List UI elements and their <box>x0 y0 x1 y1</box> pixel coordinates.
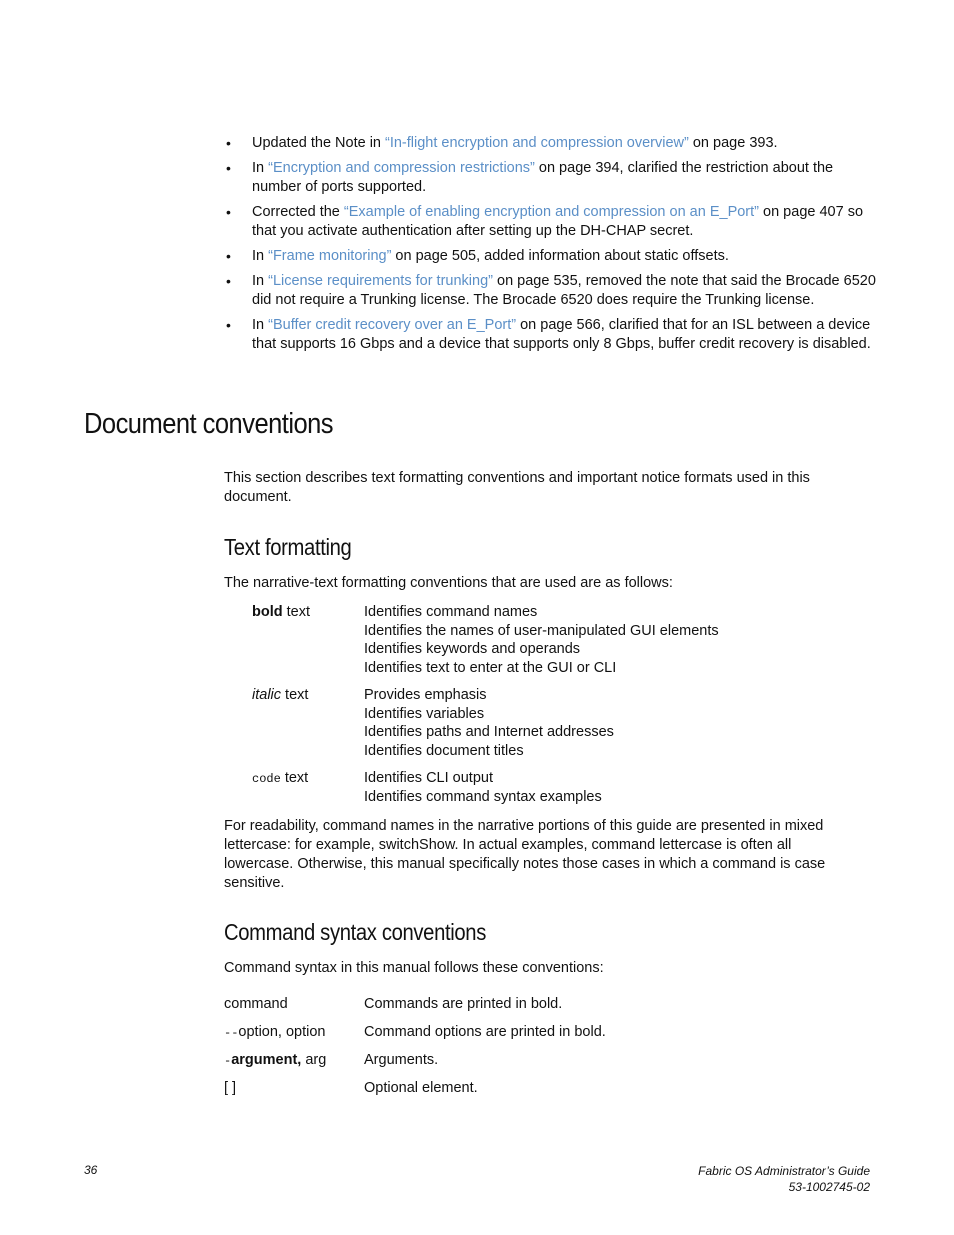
list-item-text: on page 393. <box>688 135 778 151</box>
convention-description <box>364 603 852 677</box>
list-item-text: Corrected the <box>252 204 344 220</box>
syntax-conventions-table <box>224 996 864 1108</box>
syntax-row <box>224 1080 864 1108</box>
description-line: Identifies variables <box>364 705 485 722</box>
list-item-text: In <box>252 273 269 289</box>
description-line: Identifies command syntax examples <box>364 788 602 805</box>
footer-doc-info <box>698 1163 870 1195</box>
description-line: Identifies text to enter at the GUI or CLI <box>364 659 617 676</box>
subsection-title-text-formatting: Text formatting <box>224 534 352 560</box>
syntax-description: Commands are printed in bold. <box>364 996 563 1012</box>
cross-reference-link[interactable]: “Example of enabling encryption and compression on an E_Port” <box>343 204 759 220</box>
description-line: Provides emphasis <box>364 687 487 703</box>
list-item-text: on page 535, removed the note that said the Brocade 6520 did not require a Trunking license. The Brocade 6520 does require the Trunking license. <box>252 273 876 308</box>
convention-row-italic <box>252 686 852 760</box>
section-intro: This section describes text formatting conventions and important notice formats used in this document. <box>224 470 810 505</box>
text-formatting-intro: The narrative-text formatting conventions that are used are as follows: <box>224 575 673 591</box>
list-item-text: Updated the Note in <box>252 135 386 151</box>
italic-sample: italic <box>252 687 282 703</box>
convention-description <box>364 769 852 806</box>
list-item <box>226 316 876 354</box>
description-line: Identifies CLI output <box>364 770 493 786</box>
convention-term <box>252 686 364 760</box>
syntax-term <box>224 996 364 1012</box>
list-item-text: In <box>252 160 269 176</box>
list-item-text: on page 407 so that you activate authentication after setting up the DH-CHAP secret. <box>252 204 864 239</box>
description-line: Identifies keywords and operands <box>364 641 581 657</box>
cross-reference-link[interactable]: “License requirements for trunking” <box>268 273 493 289</box>
syntax-row <box>224 1052 864 1080</box>
syntax-description: Optional element. <box>364 1080 478 1096</box>
convention-description <box>364 686 852 760</box>
bold-sample: bold <box>252 604 283 620</box>
option-prefix: -- <box>224 1026 239 1040</box>
syntax-description: Command options are printed in bold. <box>364 1024 606 1040</box>
list-item-text: on page 394, clarified the restriction about the number of ports supported. <box>252 160 834 195</box>
list-item-text: In <box>252 317 269 333</box>
description-line: Identifies paths and Internet addresses <box>364 724 614 740</box>
document-number: 53-1002745-02 <box>788 1180 870 1194</box>
syntax-term-text: [ ] <box>224 1080 237 1096</box>
syntax-term-text: option, option <box>238 1024 326 1040</box>
term-suffix: text <box>280 770 309 786</box>
syntax-description: Arguments. <box>364 1052 439 1068</box>
revision-list <box>226 134 876 360</box>
argument-bold: argument, <box>231 1052 302 1068</box>
section-title: Document conventions <box>84 408 334 440</box>
term-suffix: text <box>281 687 309 703</box>
list-item <box>226 159 876 197</box>
cross-reference-link[interactable]: “Frame monitoring” <box>268 248 392 264</box>
command-syntax-intro: Command syntax in this manual follows these conventions: <box>224 960 604 976</box>
cross-reference-link[interactable]: “Buffer credit recovery over an E_Port” <box>268 317 517 333</box>
description-line: Identifies the names of user-manipulated GUI elements <box>364 622 719 639</box>
list-item <box>226 247 876 266</box>
list-item-text: on page 566, clarified that for an ISL between a device that supports 16 Gbps and a device that supports only 8 Gbps, buffer credit recovery is disabled. <box>252 317 871 352</box>
readability-paragraph: For readability, command names in the narrative portions of this guide are presented in mixed lettercase: for example, switchShow. In actual examples, command lettercase is often all lowercase. Otherwise, this manual specifically notes those cases in which a command is case sensitive. <box>224 818 826 891</box>
syntax-term-text: arg <box>301 1052 327 1068</box>
bullet-icon: • <box>226 135 231 151</box>
convention-term <box>252 603 364 677</box>
bullet-icon: • <box>226 248 231 264</box>
syntax-term-text: command <box>224 996 288 1012</box>
description-line: Identifies document titles <box>364 742 524 759</box>
convention-row-bold <box>252 603 852 677</box>
cross-reference-link[interactable]: “Encryption and compression restrictions” <box>268 160 535 176</box>
syntax-term <box>224 1052 364 1068</box>
bullet-icon: • <box>226 273 231 289</box>
argument-prefix: - <box>224 1054 232 1068</box>
syntax-row <box>224 1024 864 1052</box>
list-item <box>226 203 876 241</box>
code-sample: code <box>252 772 281 786</box>
list-item <box>226 272 876 310</box>
bullet-icon: • <box>226 317 231 333</box>
convention-term <box>252 769 364 806</box>
syntax-term <box>224 1080 364 1096</box>
list-item-text: on page 505, added information about static offsets. <box>391 248 729 264</box>
syntax-row <box>224 996 864 1024</box>
subsection-title-command-syntax: Command syntax conventions <box>224 919 486 945</box>
convention-row-code <box>252 769 852 806</box>
description-line: Identifies command names <box>364 604 538 620</box>
list-item <box>226 134 876 153</box>
formatting-conventions-table <box>252 603 852 815</box>
list-item-text: In <box>252 248 269 264</box>
page-number: 36 <box>84 1163 98 1177</box>
cross-reference-link[interactable]: “In-flight encryption and compression overview” <box>385 135 689 151</box>
bullet-icon: • <box>226 160 231 176</box>
term-suffix: text <box>282 604 311 620</box>
syntax-term <box>224 1024 364 1040</box>
bullet-icon: • <box>226 204 231 220</box>
guide-title: Fabric OS Administrator’s Guide <box>698 1164 870 1178</box>
